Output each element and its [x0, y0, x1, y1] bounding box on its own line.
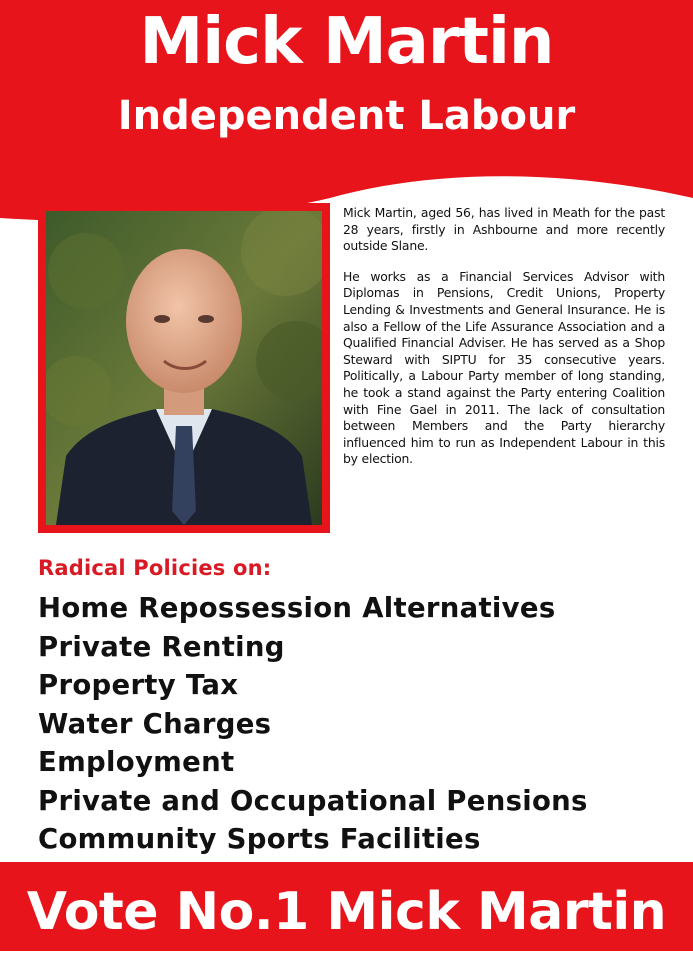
bio-paragraph-2: He works as a Financial Services Advisor with Diplomas in Pensions, Credit Unions, Property Lending & Investments and General Insurance. He is also a Fellow of the Life Assurance Association and a Qualified Financial Adviser. He has served as a Shop Steward with SIPTU for 35 consecutive years. Politically, a Labour Party member of long standing, he took a stand against the Party entering Coalition with Fine Gael in 2011. The lack of consultation between Members and the Party hierarchy influenced him to run as Independent Labour in this by election. [343, 268, 665, 467]
vote-slogan: Vote No.1 Mick Martin [26, 882, 667, 942]
policy-item: Private Renting [38, 630, 285, 663]
policy-item: Property Tax [38, 669, 239, 701]
bio-paragraph-1: Mick Martin, aged 56, has lived in Meath for the past 28 years, firstly in Ashbourne and more recently outside Slane. [343, 205, 665, 254]
policy-item: Employment [38, 746, 235, 778]
policies-heading: Radical Policies on: [38, 556, 272, 580]
header-banner [0, 0, 693, 230]
policy-list [38, 589, 588, 859]
policy-item: Water Charges [38, 707, 272, 740]
candidate-portrait-icon [46, 211, 322, 525]
party-name: Independent Labour [117, 93, 576, 139]
candidate-photo-frame [38, 203, 330, 533]
policy-item: Community Sports Facilities [38, 823, 481, 855]
footer-banner [0, 862, 693, 951]
candidate-bio [343, 205, 665, 482]
candidate-name: Mick Martin [139, 5, 554, 79]
policy-item: Home Repossession Alternatives [38, 592, 556, 624]
policy-item: Private and Occupational Pensions [38, 784, 588, 817]
